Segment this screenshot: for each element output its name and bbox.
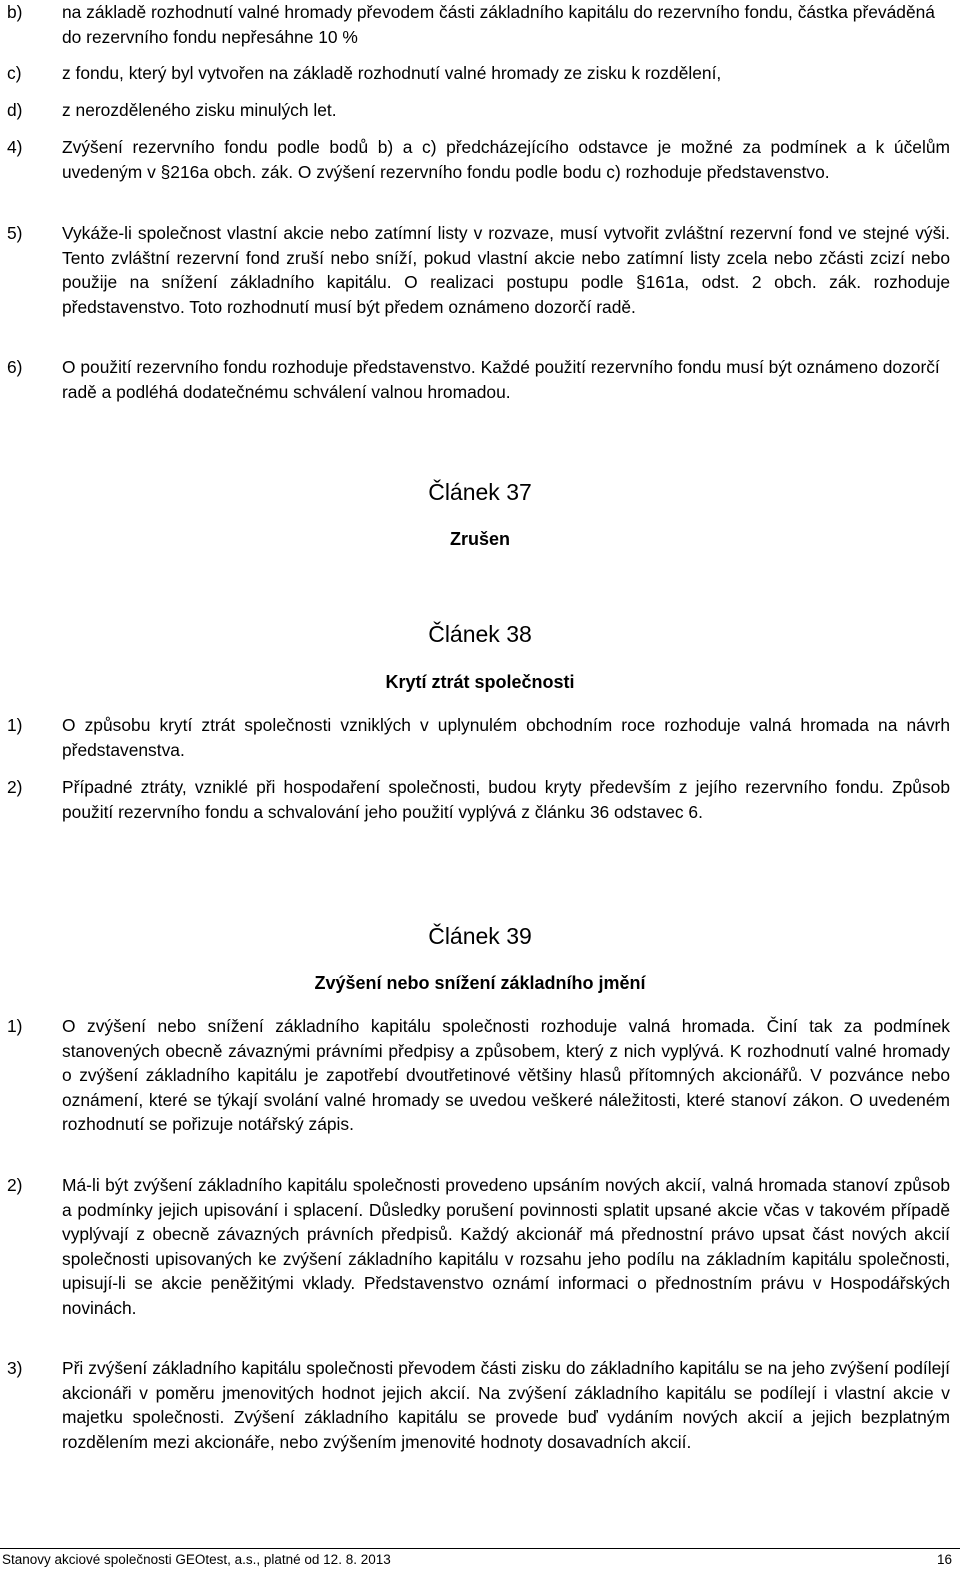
article-37-subtitle: Zrušen	[449, 529, 510, 549]
paragraph-number: 4)	[7, 137, 23, 157]
article-39-title: Článek 39	[428, 923, 532, 949]
paragraph-text: Vykáže-li společnost vlastní akcie nebo zatímní listy v rozvaze, musí vytvořit zvláštní rezervní fond ve stejné výši. Tento zvláštní rezervní fond zruší nebo sníží, pokud vlastní akcie nebo zatímní listy zcela nebo zčásti zcizí nebo použije na snížení základního kapitálu. O realizaci postupu podle §161a, odst. 2 obch. zák. rozhoduje představenstvo. Toto rozhodnutí musí být předem oznámeno dozorčí radě.	[62, 223, 950, 317]
paragraph-number: 5)	[7, 223, 23, 243]
article-38-paragraph-2	[7, 775, 950, 824]
list-item-number: c)	[7, 63, 22, 83]
list-item	[7, 61, 950, 86]
paragraph-number: 3)	[7, 1358, 23, 1378]
list-item	[7, 98, 950, 123]
paragraph-number: 2)	[7, 1175, 23, 1195]
footer-divider	[0, 1548, 960, 1549]
list-item-number: b)	[7, 2, 23, 22]
article-39-paragraph-3	[7, 1356, 950, 1454]
list-item-text: z fondu, který byl vytvořen na základě rozhodnutí valné hromady ze zisku k rozdělení,	[62, 63, 722, 83]
page-number: 16	[936, 1552, 952, 1567]
article-38-title: Článek 38	[428, 621, 532, 647]
article-38-paragraph-1	[7, 713, 950, 762]
paragraph-text: O použití rezervního fondu rozhoduje představenstvo. Každé použití rezervního fondu musí být oznámeno dozorčí radě a podléhá dodatečnému schválení valnou hromadou.	[62, 357, 940, 402]
paragraph-text: O zvýšení nebo snížení základního kapitálu společnosti rozhoduje valná hromada. Činí tak za podmínek stanovených obecně závaznými právními předpisy a způsobem, který z nich vyplývá. K rozhodnutí valné hromady o zvýšení základního kapitálu je zapotřebí dvoutřetinové většiny hlasů přítomných akcionářů. V pozvánce nebo oznámení, které se týkají svolání valné hromady se uvedou veškeré náležitosti, které stanoví zákon. O uvedeném rozhodnutí se pořizuje notářský zápis.	[62, 1016, 950, 1135]
article-39-paragraph-2	[7, 1173, 950, 1321]
article-38-subtitle: Krytí ztrát společnosti	[385, 672, 575, 692]
paragraph-text: Případné ztráty, vzniklé při hospodaření společnosti, budou kryty především z jejího rezervního fondu. Způsob použití rezervního fondu a schvalování jeho použití vyplývá z článku 36 odstavec 6.	[62, 777, 950, 822]
list-item-text: na základě rozhodnutí valné hromady převodem části základního kapitálu do rezervního fondu, částka převáděná do rezervního fondu nepřesáhne 10 %	[62, 2, 935, 47]
paragraph-number: 2)	[7, 777, 23, 797]
paragraph-5	[7, 221, 950, 319]
paragraph-text: Zvýšení rezervního fondu podle bodů b) a c) předcházejícího odstavce je možné za podmínek a k účelům uvedeným v §216a obch. zák. O zvýšení rezervního fondu podle bodu c) rozhoduje představenstvo.	[62, 137, 950, 182]
paragraph-text: Při zvýšení základního kapitálu společnosti převodem části zisku do základního kapitálu se na jeho zvýšení podílejí akcionáři v poměru jmenovitých hodnot jejich akcií. Na zvýšení základního kapitálu se podílejí i vlastní akcie v majetku společnosti. Zvýšení základního kapitálu se provede buď vydáním nových akcií a jejich bezplatným rozdělením mezi akcionáře, nebo zvýšením jmenovité hodnoty dosavadních akcií.	[62, 1358, 950, 1452]
paragraph-number: 6)	[7, 357, 23, 377]
paragraph-text: Má-li být zvýšení základního kapitálu společnosti provedeno upsáním nových akcií, valná hromada stanoví způsob a podmínky jejich upisování i splacení. Důsledky porušení povinnosti splatit upsané akcie včas v takovém případě vyplývají z obecně závazných právních předpisů. Každý akcionář má přednostní právo upsat část nových akcií společnosti upisovaných ke zvýšení základního kapitálu v rozsahu jeho podílu na základním kapitálu společnosti, upisují-li se akcie peněžitými vklady. Představenstvo oznámí informaci o přednostním právu v Hospodářských novinách.	[62, 1175, 950, 1318]
paragraph-4	[7, 135, 950, 184]
list-item-text: z nerozděleného zisku minulých let.	[62, 100, 337, 120]
paragraph-6	[7, 355, 950, 404]
paragraph-text: O způsobu krytí ztrát společnosti vzniklých v uplynulém obchodním roce rozhoduje valná hromada na návrh představenstva.	[62, 715, 950, 760]
list-item	[7, 0, 950, 49]
article-39-paragraph-1	[7, 1014, 950, 1137]
article-39-subtitle: Zvýšení nebo snížení základního jmění	[314, 973, 646, 993]
article-37-title: Článek 37	[428, 479, 532, 505]
footer-document-title: Stanovy akciové společnosti GEOtest, a.s., platné od 12. 8. 2013	[2, 1552, 391, 1567]
paragraph-number: 1)	[7, 715, 23, 735]
list-item-number: d)	[7, 100, 23, 120]
paragraph-number: 1)	[7, 1016, 23, 1036]
